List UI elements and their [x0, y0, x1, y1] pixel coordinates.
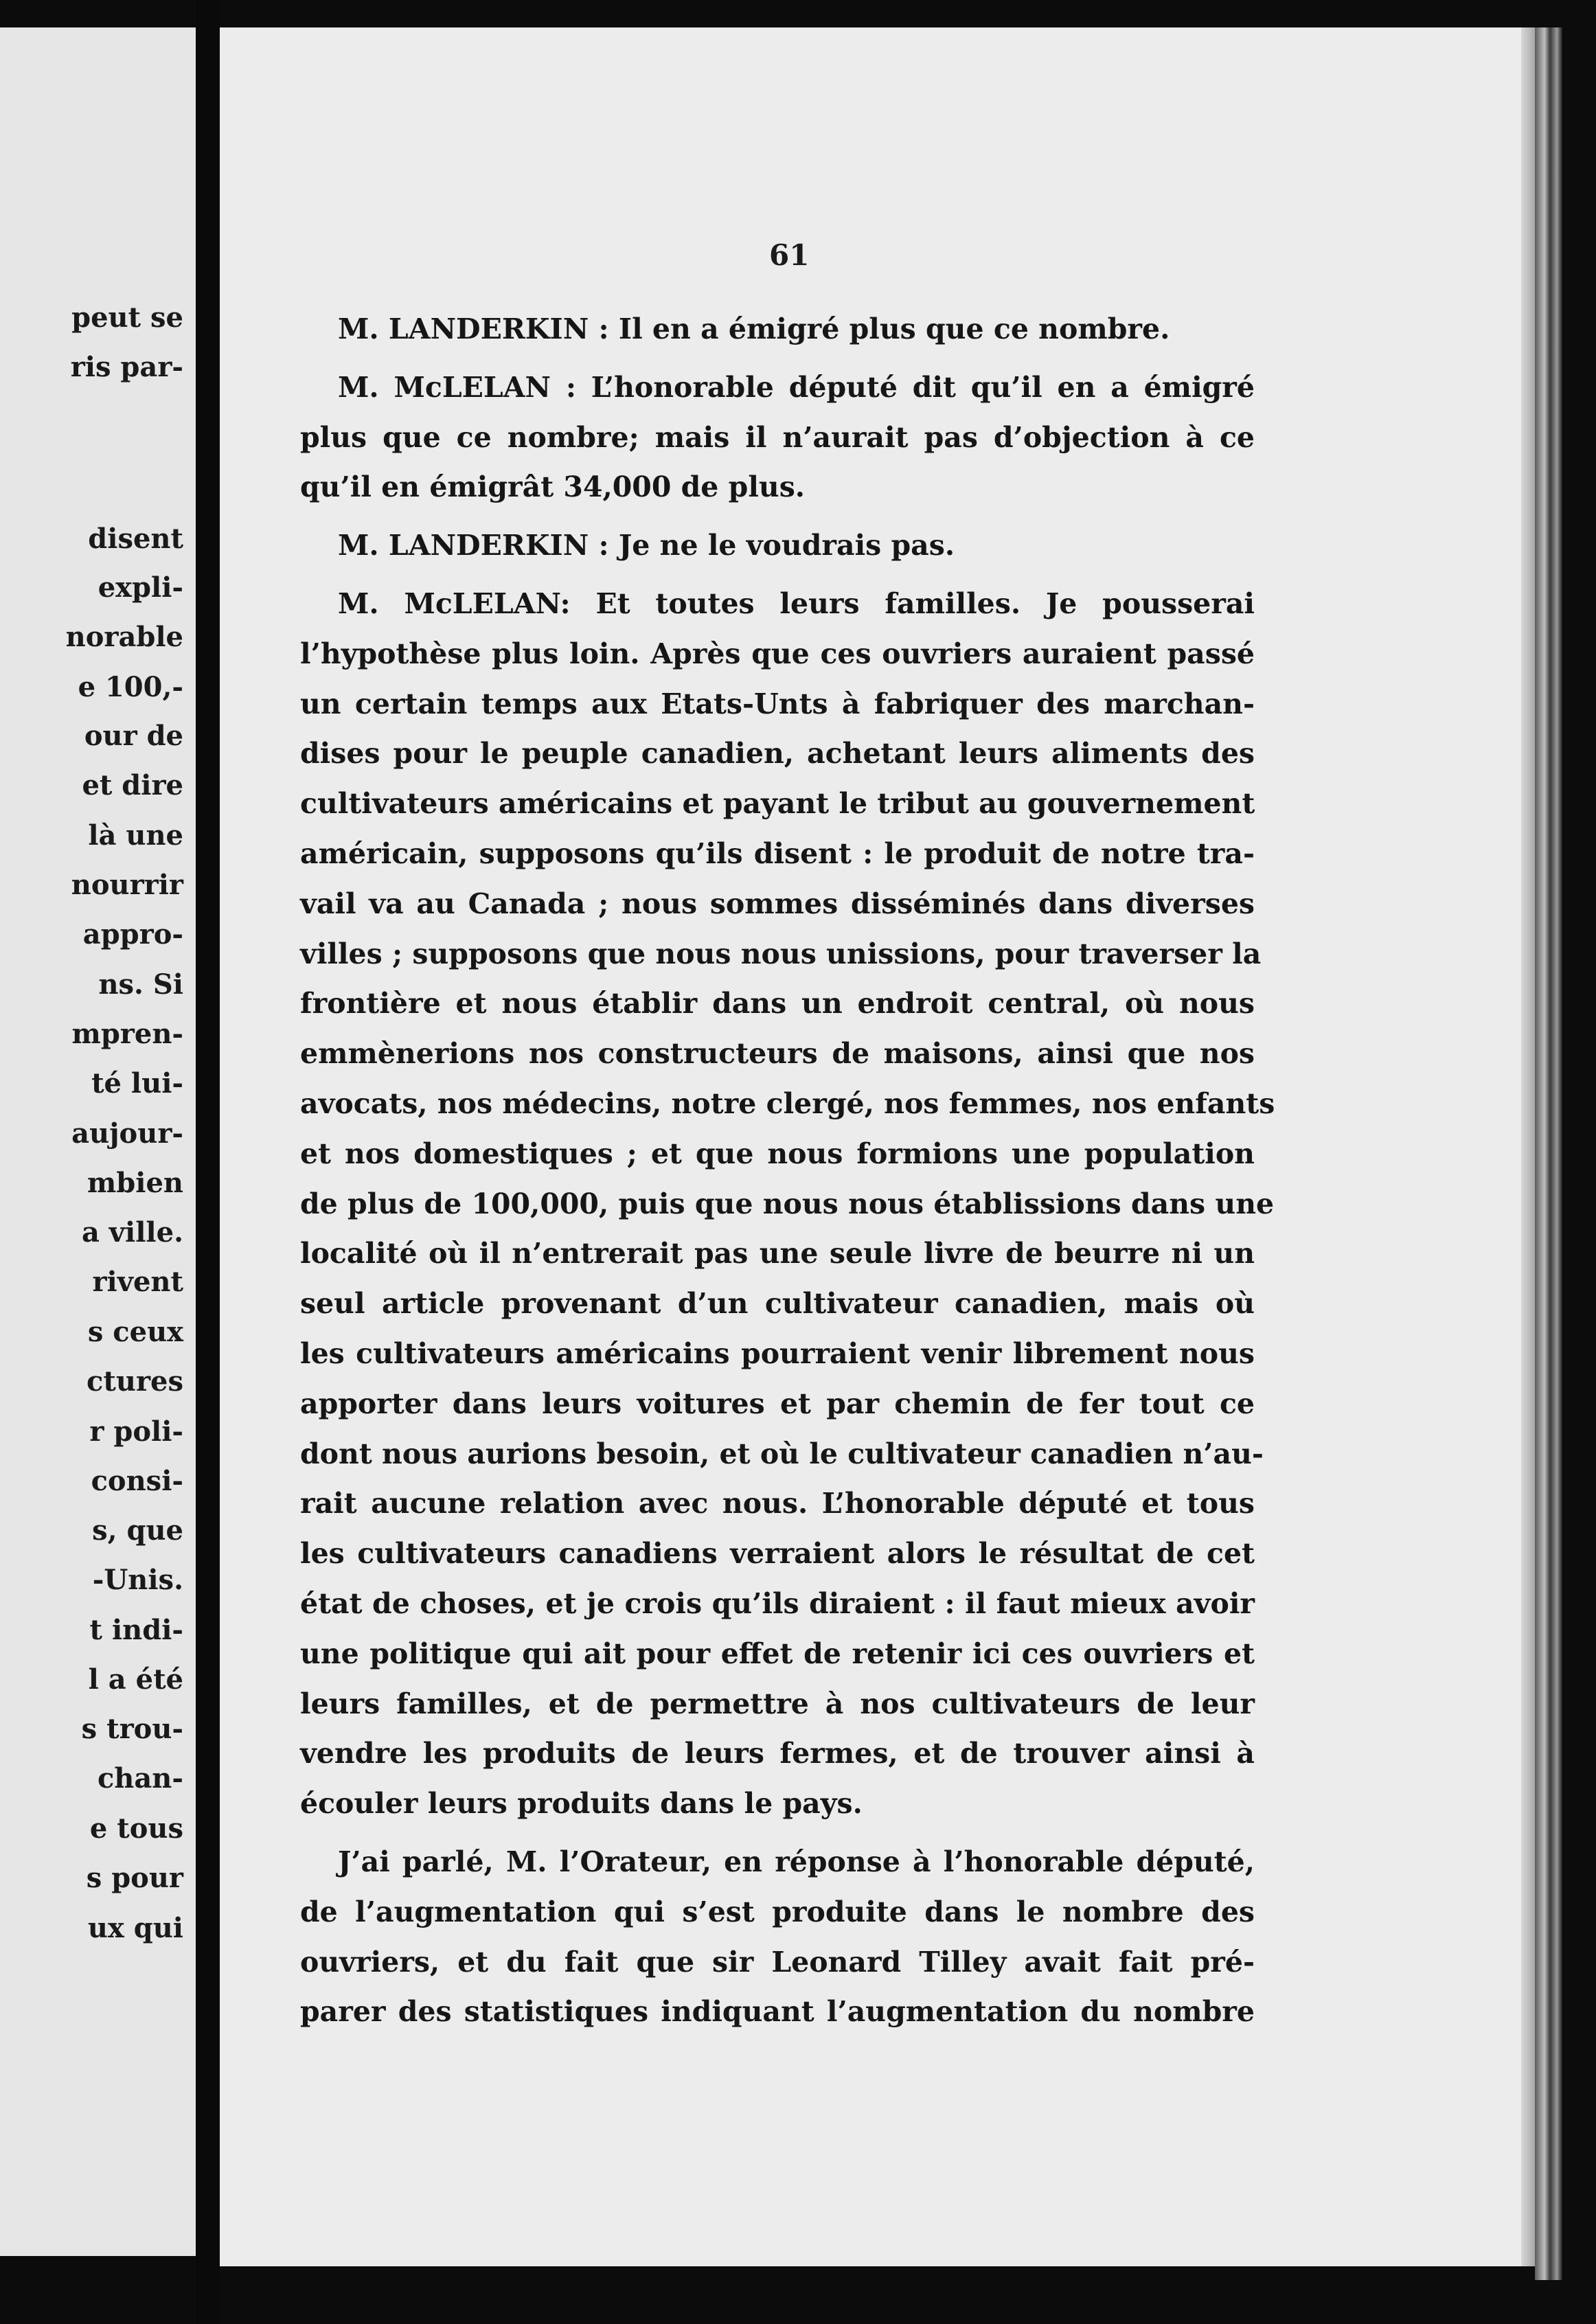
- left-page-line: ns. Si: [98, 968, 183, 1001]
- text-line: plus que ce nombre; mais il n’aurait pas d’objection à ce: [300, 420, 1255, 454]
- page-edge-shadow: [1521, 27, 1535, 2266]
- left-page-line: mbien: [87, 1167, 183, 1199]
- left-page-line: e tous: [89, 1812, 183, 1845]
- left-page-line: rivent: [92, 1266, 183, 1298]
- text-line: ouvriers, et du fait que sir Leonard Tilley avait fait pré-: [300, 1945, 1255, 1979]
- left-page-line: disent: [88, 523, 183, 555]
- left-page-line: norable: [65, 621, 183, 653]
- left-page-line: consi-: [91, 1465, 183, 1497]
- text-line: parer des statistiques indiquant l’augmentation du nombre: [300, 1995, 1255, 2029]
- left-page-line: expli-: [98, 571, 183, 604]
- text-line: l’hypothèse plus loin. Après que ces ouvriers auraient passé: [300, 637, 1255, 670]
- text-line: seul article provenant d’un cultivateur canadien, mais où: [300, 1287, 1255, 1321]
- text-line: et nos domestiques ; et que nous formions une population: [300, 1137, 1255, 1170]
- left-page-line: et dire: [82, 769, 183, 801]
- left-page-line: nourrir: [71, 869, 183, 901]
- left-page-line: s pour: [86, 1862, 183, 1894]
- left-page-line: t indi-: [89, 1614, 183, 1646]
- left-page-line: -Unis.: [92, 1564, 183, 1596]
- left-page-line: mpren-: [71, 1018, 183, 1050]
- left-page-line: là une: [88, 819, 183, 852]
- text-line: les cultivateurs canadiens verraient alors le résultat de cet: [300, 1537, 1255, 1571]
- book-edge: [1535, 27, 1562, 2280]
- text-line: écouler leurs produits dans le pays.: [300, 1787, 863, 1821]
- left-page-line: a ville.: [81, 1216, 183, 1249]
- left-page-line: l a été: [88, 1663, 183, 1696]
- left-page-line: peut se: [71, 301, 183, 334]
- text-line: dont nous aurions besoin, et où le cultivateur canadien n’au-: [300, 1437, 1264, 1470]
- text-line: cultivateurs américains et payant le tribut au gouvernement: [300, 787, 1255, 821]
- text-line: M. McLELAN : L’honorable député dit qu’il en a émigré: [338, 370, 1255, 404]
- text-line: vail va au Canada ; nous sommes disséminés dans diverses: [300, 887, 1255, 920]
- text-line: de l’augmentation qui s’est produite dans le nombre des: [300, 1895, 1255, 1928]
- left-page-line: chan-: [97, 1762, 183, 1795]
- page-gutter: [196, 0, 220, 2324]
- left-page-line: our de: [84, 720, 183, 752]
- page-number: 61: [769, 238, 810, 272]
- text-line: une politique qui ait pour effet de retenir ici ces ouvriers et: [300, 1637, 1255, 1670]
- text-line: avocats, nos médecins, notre clergé, nos femmes, nos enfants: [300, 1086, 1275, 1120]
- text-line: qu’il en émigrât 34,000 de plus.: [300, 470, 806, 504]
- text-line: M. LANDERKIN : Je ne le voudrais pas.: [338, 529, 955, 562]
- text-line: J’ai parlé, M. l’Orateur, en réponse à l’honorable député,: [338, 1845, 1255, 1878]
- text-line: frontière et nous établir dans un endroit central, où nous: [300, 987, 1255, 1021]
- text-line: M. McLELAN: Et toutes leurs familles. Je pousserai: [338, 586, 1255, 620]
- left-page-line: s ceux: [87, 1316, 183, 1348]
- left-page-line: ris par-: [70, 351, 183, 383]
- left-page-line: appro-: [82, 918, 183, 950]
- text-line: américain, supposons qu’ils disent : le produit de notre tra-: [300, 836, 1255, 870]
- left-page-line: r poli-: [89, 1415, 183, 1448]
- text-line: M. LANDERKIN : Il en a émigré plus que ce nombre.: [338, 312, 1170, 345]
- text-line: localité où il n’entrerait pas une seule livre de beurre ni un: [300, 1237, 1255, 1271]
- text-line: apporter dans leurs voitures et par chemin de fer tout ce: [300, 1387, 1255, 1420]
- left-page-line: té lui-: [91, 1067, 183, 1100]
- text-line: dises pour le peuple canadien, achetant leurs aliments des: [300, 737, 1255, 771]
- left-page-line: ctures: [87, 1365, 183, 1398]
- left-page-line: s, que: [92, 1514, 183, 1547]
- text-line: les cultivateurs américains pourraient venir librement nous: [300, 1336, 1255, 1370]
- left-page-line: s trou-: [81, 1713, 183, 1745]
- text-line: un certain temps aux Etats-Unts à fabriquer des marchan-: [300, 687, 1255, 720]
- left-page-line: aujour-: [71, 1117, 183, 1150]
- left-page-line: ux qui: [87, 1912, 183, 1944]
- text-line: de plus de 100,000, puis que nous nous établissions dans une: [300, 1187, 1275, 1220]
- left-page: [0, 27, 196, 2256]
- text-line: vendre les produits de leurs fermes, et de trouver ainsi à: [300, 1737, 1255, 1770]
- text-line: rait aucune relation avec nous. L’honorable député et tous: [300, 1487, 1255, 1520]
- text-line: villes ; supposons que nous nous unissions, pour traverser la: [300, 937, 1262, 970]
- text-line: leurs familles, et de permettre à nos cultivateurs de leur: [300, 1687, 1255, 1720]
- body-text: [300, 304, 1275, 2037]
- text-line: état de choses, et je crois qu’ils diraient : il faut mieux avoir: [300, 1586, 1255, 1620]
- text-line: emmènerions nos constructeurs de maisons, ainsi que nos: [300, 1037, 1255, 1071]
- left-page-line: e 100,-: [78, 671, 183, 703]
